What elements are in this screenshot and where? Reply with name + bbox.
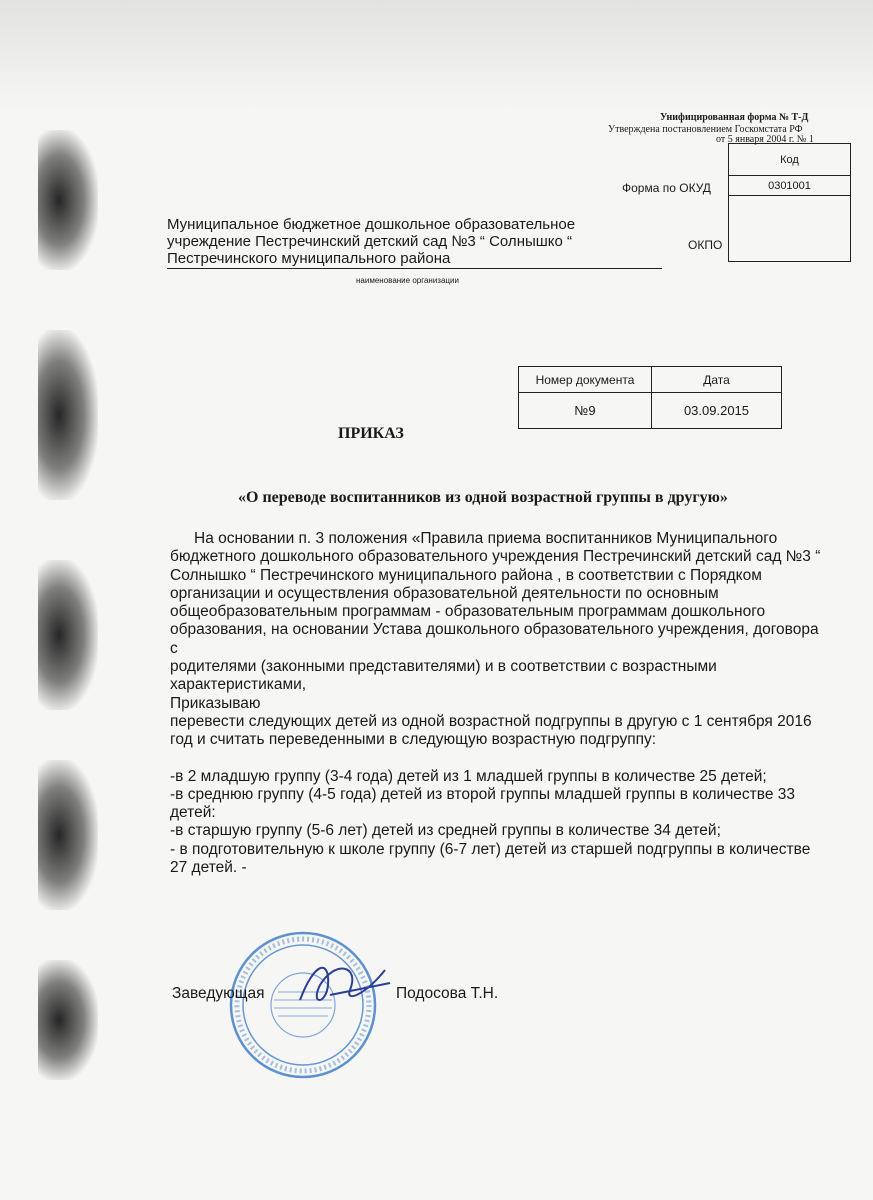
body-line: общеобразовательным программам - образовательным программам дошкольного [170,603,766,621]
signature-name: Подосова Т.Н. [396,985,499,1002]
body-line: перевести следующих детей из одной возрастной подгруппы в другую с 1 сентября 2016 [170,712,812,730]
list-item: -в среднюю группу (4-5 года) детей из второй группы младшей группы в количестве 33 [170,785,795,803]
scan-artifact [38,760,98,910]
okud-label: Форма по ОКУД [622,181,711,195]
signature-mark [290,955,400,1015]
okud-value: 0301001 [729,176,851,196]
organization-name [167,216,662,269]
doc-date-value: 03.09.2015 [652,393,782,429]
form-approved-line: Утверждена постановлением Госкомстата РФ [608,124,803,135]
org-caption: наименование организации [356,276,459,285]
document-number-table [518,366,782,429]
org-line: учреждение Пестречинский детский сад №3 “ Солнышко “ [167,233,573,250]
scan-artifact [38,560,98,710]
signature-position: Заведующая [172,985,265,1002]
body-line: родителями (законными представителями) и в соответствии с возрастными [170,658,717,676]
list-item: 27 детей. - [170,859,247,877]
org-line: Пестречинского муниципального района [167,250,451,267]
body-line: организации и осуществления образовательной деятельности по основным [170,584,719,602]
body-line: На основании п. 3 положения «Правила приема воспитанников Муниципального [194,530,778,547]
body-line: характеристиками, [170,676,307,694]
body-line: год и считать переведенными в следующую возрастную подгруппу: [170,731,657,749]
list-item: -в старшую группу (5-6 лет) детей из средней группы в количестве 34 детей; [170,822,721,840]
list-item: -в 2 младшую группу (3-4 года) детей из 1 младшей группы в количестве 25 детей; [170,767,767,785]
document-subject: «О переводе воспитанников из одной возрастной группы в другую» [238,489,728,506]
scan-shadow [0,0,873,110]
list-item: детей: [170,804,216,822]
codes-table [728,143,851,262]
scan-artifact [38,130,98,270]
okpo-label: ОКПО [688,238,723,252]
okpo-value [729,196,851,262]
org-line: Муниципальное бюджетное дошкольное образовательное [167,216,576,233]
doc-date-header: Дата [652,367,782,393]
scan-artifact [38,960,98,1080]
document-body [170,530,830,877]
form-approved-date: от 5 января 2004 г. № 1 [716,134,814,145]
codes-header: Код [729,144,851,176]
order-word: Приказываю [170,694,261,712]
scan-artifact [38,330,98,500]
doc-number-header: Номер документа [519,367,652,393]
doc-number-value: №9 [519,393,652,429]
body-line: бюджетного дошкольного образовательного учреждения Пестречинский детский сад №3 “ [170,548,821,566]
body-line: образования, на основании Устава дошкольного образовательного учреждения, договора с [170,621,819,657]
body-line: Солнышко “ Пестречинского муниципального района , в соответствии с Порядком [170,566,762,584]
document-title: ПРИКАЗ [338,425,404,442]
form-unified-label: Унифицированная форма № Т-Д [660,112,809,123]
list-item: - в подготовительную к школе группу (6-7 лет) детей из старшей подгруппы в количестве [170,840,811,858]
